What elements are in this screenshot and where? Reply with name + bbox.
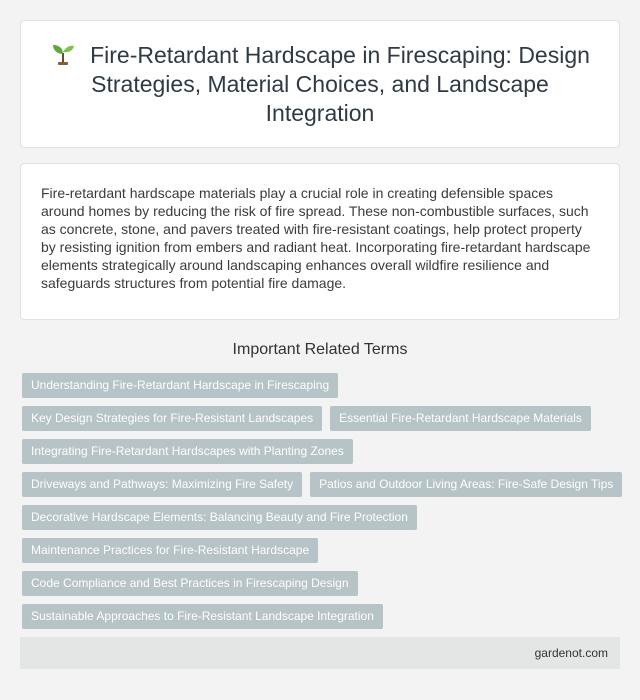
related-term-tag[interactable]: Understanding Fire-Retardant Hardscape in Firescaping [22,373,338,398]
related-term-tag[interactable]: Patios and Outdoor Living Areas: Fire-Safe Design Tips [310,472,622,497]
page-title [41,41,599,128]
title-card [20,20,620,148]
footer-site-link[interactable]: gardenot.com [534,646,608,660]
summary-text: Fire-retardant hardscape materials play a crucial role in creating defensible spaces around homes by reducing the risk of fire spread. These non-combustible surfaces, such as concrete, stone, and pavers treated with fire-resistant coatings, help protect property by resisting ignition from embers and radiant heat. Incorporating fire-retardant hardscape elements strategically around landscaping enhances overall wildfire resilience and safeguards structures from potential fire damage. [41,185,591,291]
summary-card [20,163,620,320]
related-terms-row [22,406,622,431]
related-term-tag[interactable]: Decorative Hardscape Elements: Balancing Beauty and Fire Protection [22,505,417,530]
related-term-tag[interactable]: Code Compliance and Best Practices in Firescaping Design [22,571,358,596]
related-terms-row [22,538,622,563]
related-terms-row [22,505,622,530]
sprout-icon [50,42,76,66]
related-terms-row [22,373,622,398]
footer [20,637,620,669]
related-terms-row [22,439,622,464]
related-terms-row [22,604,622,629]
related-term-tag[interactable]: Key Design Strategies for Fire-Resistant Landscapes [22,406,322,431]
page-title-text: Fire-Retardant Hardscape in Firescaping: Design Strategies, Material Choices, and Landscape Integration [90,41,590,126]
related-terms-row [22,571,622,596]
related-terms-row [22,472,622,497]
related-terms-list [22,373,622,637]
related-term-tag[interactable]: Essential Fire-Retardant Hardscape Materials [330,406,591,431]
related-term-tag[interactable]: Maintenance Practices for Fire-Resistant Hardscape [22,538,318,563]
related-term-tag[interactable]: Integrating Fire-Retardant Hardscapes with Planting Zones [22,439,353,464]
related-term-tag[interactable]: Sustainable Approaches to Fire-Resistant Landscape Integration [22,604,383,629]
related-term-tag[interactable]: Driveways and Pathways: Maximizing Fire Safety [22,472,302,497]
related-terms-heading: Important Related Terms [232,341,408,358]
